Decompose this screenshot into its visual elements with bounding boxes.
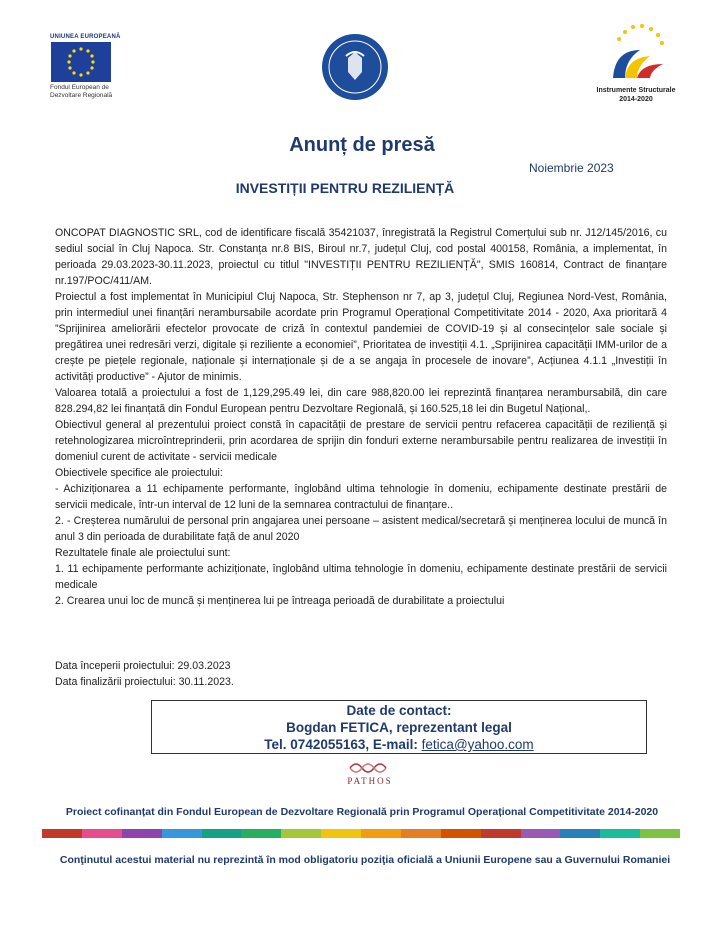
- color-strip-segment: [441, 829, 481, 838]
- structural-instruments-caption: Instrumente Structurale 2014-2020: [596, 87, 676, 103]
- color-strip-segment: [122, 829, 162, 838]
- paragraph-value: Valoarea totală a proiectului a fost de 1,129,295.49 lei, din care 988,820.00 lei reprezintă finanțarea nerambursabilă, din care 828.294,82 lei finanțată din Fondul European pentru Dezvoltare Regională, și 160.525,18 lei din Bugetul Național,.: [55, 387, 667, 415]
- paragraph-result-2: 2. Crearea unui loc de muncă și menținerea lui pe întreaga perioadă de durabilitate a proiectului: [55, 595, 505, 607]
- page-title: Anunț de presă: [289, 134, 435, 156]
- structural-instruments-logo-icon: [595, 20, 685, 90]
- paragraph-objective-2: 2. - Creșterea numărului de personal prin angajarea unei persoane – asistent medical/secretară și menținerea locului de muncă în anul 3 din perioada de durabilitate față de anul 2020: [55, 515, 667, 543]
- contact-phone: Tel. 0742055163, E-mail:: [264, 737, 418, 752]
- cofinance-note: Proiect cofinanțat din Fondul European de Dezvoltare Regională prin Programul Operațional Competitivitate 2014-2020: [65, 806, 659, 818]
- color-strip-segment: [321, 829, 361, 838]
- press-release-body: [55, 225, 667, 609]
- disclaimer: Conţinutul acestui material nu reprezintă în mod obligatoriu poziţia oficială a Uniunii Europene sau a Guvernului Romaniei: [59, 854, 671, 866]
- color-strip-segment: [640, 829, 680, 838]
- paragraph-results-heading: Rezultatele finale ale proiectului sunt:: [55, 547, 231, 559]
- eu-logo-caption-bottom: Fondul European de Dezvoltare Regională: [50, 84, 113, 99]
- contact-line: [152, 736, 646, 753]
- contact-heading: Date de contact:: [346, 703, 452, 718]
- contact-box: [151, 700, 647, 754]
- color-strip-segment: [401, 829, 441, 838]
- color-strip-segment: [481, 829, 521, 838]
- contact-email-link[interactable]: fetica@yahoo.com: [421, 737, 534, 752]
- eu-logo-caption-top: UNIUNEA EUROPEANĂ: [50, 34, 121, 40]
- start-date: Data începerii proiectului: 29.03.2023: [55, 660, 231, 672]
- color-strip-segment: [560, 829, 600, 838]
- dna-helix-icon: [348, 760, 392, 776]
- pathos-logo: [340, 760, 400, 800]
- project-title: INVESTIȚII PENTRU REZILIENȚĂ: [235, 180, 455, 196]
- paragraph-general-objective: Obiectivul general al prezentului proiect constă în capacității de prestare de servicii pentru refacerea capacității de reziliență și retehnologizarea microîntreprinderii, prin acordarea de sprijin din fonduri externe nerambursabile pentru realizarea de investiții în domeniul curent de activitate - servicii medicale: [55, 419, 667, 463]
- paragraph-objective-1: - Achiziționarea a 11 echipamente performante, înglobând ultima tehnologie în domeniu, echipamente destinate prestării de servicii medicale, într-un interval de 12 luni de la semnarea contractului de finanțare..: [55, 483, 667, 511]
- government-seal-icon: [322, 34, 388, 100]
- color-strip-segment: [202, 829, 242, 838]
- paragraph-result-1: 1. 11 echipamente performante achiziționate, înglobând ultima tehnologie în domeniu, echipamente destinate prestării de servicii medicale: [55, 563, 667, 591]
- contact-person: Bogdan FETICA, reprezentant legal: [286, 720, 512, 735]
- color-strip-segment: [281, 829, 321, 838]
- color-strip: [42, 829, 680, 838]
- paragraph-implementation: Proiectul a fost implementat în Municipiul Cluj Napoca, Str. Stephenson nr 7, ap 3, județul Cluj, Regiunea Nord-Vest, România, prin intermediul unei finanțări nerambursabile acordate prin Programul Operațional Competitivitate 2014 - 2020, Axa prioritară 4 ”Sprijinirea ameliorării efectelor provocate de criză în contextul pandemiei de COVID-19 și al consecințelor sale sociale și pregătirea unei redresări verzi, digitale și reziliente a economiei”, Prioritatea de investiții 4.1. „Sprijinirea capacității IMM-urilor de a crește pe piețele regionale, naționale și internaționale și de a se angaja în procesele de inovare”, Acțiunea 4.1.1 „Investiții în activități productive” - Ajutor de minimis.: [55, 291, 667, 383]
- color-strip-segment: [241, 829, 281, 838]
- pathos-name: PATHOS: [347, 776, 393, 786]
- paragraph-company: ONCOPAT DIAGNOSTIC SRL, cod de identificare fiscală 35421037, înregistrată la Registrul Comerțului sub nr. J12/145/2016, cu sediul social în Cluj Napoca. Str. Constanța nr.8 BIS, Biroul nr.7, județul Cluj, cod postal 400158, România, a implementat, în perioada 29.03.2023-30.11.2023, proiectul cu titlul "INVESTIȚII PENTRU REZILIENȚĂ", SMIS 160814, Contract de finanțare nr.197/POC/411/AM.: [55, 227, 667, 287]
- color-strip-segment: [42, 829, 82, 838]
- paragraph-specific-objectives-heading: Obiectivele specifice ale proiectului:: [55, 467, 223, 479]
- color-strip-segment: [162, 829, 202, 838]
- announcement-date: Noiembrie 2023: [529, 161, 614, 175]
- project-dates: [55, 658, 667, 690]
- color-strip-segment: [361, 829, 401, 838]
- color-strip-segment: [521, 829, 561, 838]
- end-date: Data finalizării proiectului: 30.11.2023.: [55, 676, 234, 688]
- eu-flag-icon: [51, 42, 111, 82]
- color-strip-segment: [600, 829, 640, 838]
- color-strip-segment: [82, 829, 122, 838]
